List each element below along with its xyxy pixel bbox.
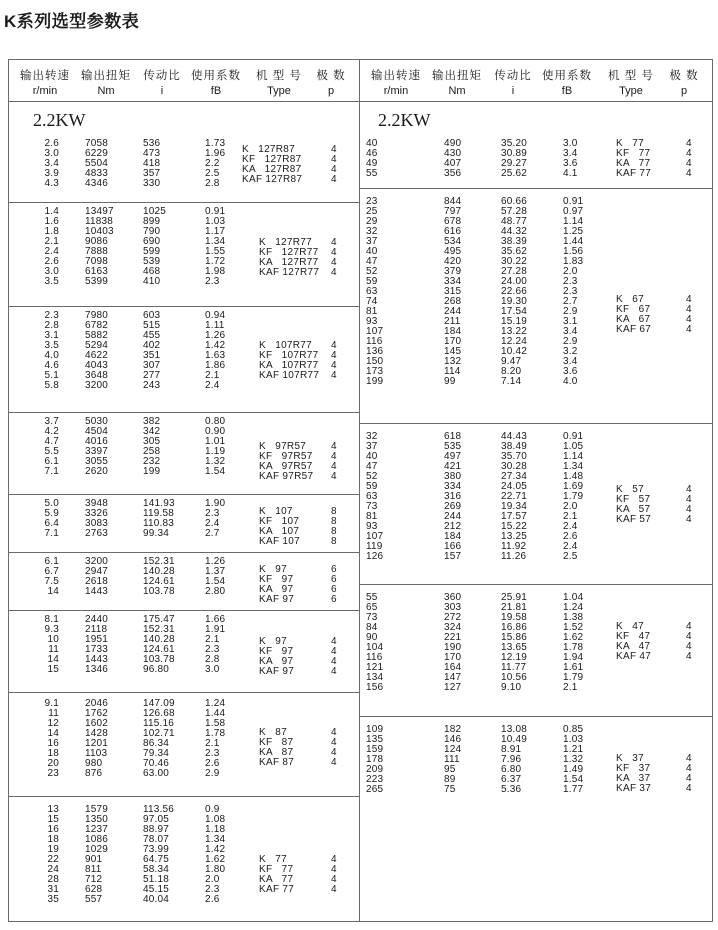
pole-count: 4: [686, 773, 692, 784]
model-type: KA 127R87: [242, 164, 302, 175]
power-rating: 2.2KW: [378, 110, 431, 130]
torque-column: 3200 2947 2618 1443: [85, 556, 109, 597]
header-poles-en: p: [680, 85, 688, 97]
torque-column: 5030 4504 4016 3397 3055 2620: [85, 416, 109, 477]
service-factor-column: 1.24 1.44 1.58 1.78 2.1 2.3 2.6 2.9: [205, 698, 226, 779]
model-group: [360, 188, 712, 424]
model-type: K 107R77: [259, 340, 313, 351]
torque-column: 360 303 272 324 221 190 170 164 147 127: [444, 592, 462, 693]
pole-count: 4: [331, 737, 337, 748]
model-group: [9, 692, 359, 797]
service-factor-column: 0.80 0.90 1.01 1.19 1.32 1.54: [205, 416, 226, 477]
model-group: [9, 610, 359, 693]
model-type: K 77: [616, 138, 644, 149]
model-type: KF 107R77: [259, 350, 319, 361]
speed-column: 13 15 16 18 19 22 24 28 31 35: [47, 804, 59, 905]
pole-count: 4: [686, 753, 692, 764]
speed-column: 109 135 159 178 209 223 265: [366, 724, 384, 795]
pole-count: 4: [331, 174, 337, 185]
pole-count: 4: [686, 494, 692, 505]
pole-count: 4: [686, 304, 692, 315]
model-group: [9, 139, 359, 202]
model-type: KA 57: [616, 504, 651, 515]
model-type: KF 77: [259, 864, 294, 875]
model-type-list: [259, 506, 337, 547]
speed-column: 55 65 73 84 90 104 116 121 134 156: [366, 592, 384, 693]
pole-count: 4: [331, 247, 337, 258]
header-model-en: Type: [267, 85, 291, 97]
speed-column: 1.4 1.6 1.8 2.1 2.4 2.6 3.0 3.5: [44, 206, 59, 287]
model-type: K 97: [259, 636, 287, 647]
header-poles-cn: 极 数: [669, 70, 699, 82]
pole-count: 4: [331, 884, 337, 895]
model-type-list: [259, 564, 337, 605]
service-factor-column: 1.04 1.24 1.38 1.52 1.62 1.78 1.94 1.61 1.79 2.1: [563, 592, 584, 693]
pole-count: 4: [331, 360, 337, 371]
torque-column: 7980 6782 5882 5294 4622 4043 3648 3200: [85, 310, 109, 391]
model-type: K 97: [259, 564, 287, 575]
ratio-column: 44.43 38.49 35.70 30.28 27.34 24.05 22.71 19.34 17.57 15.22 13.25 11.92 11.26: [501, 431, 528, 562]
pole-count: 4: [331, 441, 337, 452]
pole-count: 4: [686, 651, 692, 662]
model-type: KAF 77: [616, 168, 652, 179]
header-poles-en: p: [327, 85, 335, 97]
speed-column: 9.1 11 12 14 16 18 20 23: [44, 698, 59, 779]
model-type: KAF 97: [259, 666, 295, 677]
model-type: K 127R87: [242, 144, 296, 155]
model-type: K 57: [616, 484, 644, 495]
pole-count: 4: [331, 164, 337, 175]
ratio-column: 147.09 126.68 115.16 102.71 86.34 79.34 70.46 63.00: [143, 698, 175, 779]
pole-count: 4: [331, 461, 337, 472]
ratio-column: 13.08 10.49 8.91 7.96 6.80 6.37 5.36: [501, 724, 528, 795]
model-type: KAF 127R87: [242, 174, 303, 185]
pole-count: 4: [331, 646, 337, 657]
model-type: KAF 127R77: [259, 267, 320, 278]
model-type: KA 67: [616, 314, 651, 325]
model-type: K 77: [259, 854, 287, 865]
model-type-list: [242, 144, 337, 185]
service-factor-column: 3.0 3.4 3.6 4.1: [563, 138, 578, 179]
pole-count: 4: [331, 154, 337, 165]
service-factor-column: 0.94 1.11 1.26 1.42 1.63 1.86 2.1 2.4: [205, 310, 226, 391]
model-group: [360, 584, 712, 717]
pole-count: 6: [331, 564, 337, 575]
ratio-column: 536 473 418 357 330: [143, 138, 161, 189]
speed-column: 40 46 49 55: [366, 138, 378, 179]
model-type: KF 97: [259, 574, 294, 585]
model-type: KA 97: [259, 584, 294, 595]
model-type: K 127R77: [259, 237, 313, 248]
pole-count: 4: [686, 158, 692, 169]
model-type: KAF 47: [616, 651, 652, 662]
pole-count: 4: [331, 636, 337, 647]
ratio-column: 382 342 305 258 232 199: [143, 416, 161, 477]
model-type-list: [616, 753, 692, 794]
pole-count: 4: [686, 631, 692, 642]
model-type: KF 87: [259, 737, 294, 748]
service-factor-column: 1.73 1.96 2.2 2.5 2.8: [205, 138, 226, 189]
ratio-column: 35.20 30.89 29.27 25.62: [501, 138, 528, 179]
header-torque-cn: 输出扭矩: [81, 70, 131, 82]
pole-count: 4: [331, 666, 337, 677]
model-type: KAF 97: [259, 594, 295, 605]
header-model-en: Type: [619, 85, 643, 97]
header-factor-en: fB: [210, 85, 222, 97]
model-type: KF 77: [616, 148, 651, 159]
model-group: [9, 552, 359, 611]
model-type: KA 87: [259, 747, 294, 758]
model-type: KF 57: [616, 494, 651, 505]
model-type: K 67: [616, 294, 644, 305]
pole-count: 4: [331, 854, 337, 865]
speed-column: 5.0 5.9 6.4 7.1: [44, 498, 59, 539]
pole-count: 4: [331, 471, 337, 482]
model-type-list: [259, 340, 337, 381]
model-type-list: [259, 727, 337, 768]
speed-column: 6.1 6.7 7.5 14: [44, 556, 59, 597]
model-type: KF 127R87: [242, 154, 302, 165]
pole-count: 4: [686, 514, 692, 525]
model-type-list: [259, 441, 337, 482]
pole-count: 4: [331, 874, 337, 885]
model-type-list: [616, 484, 692, 525]
model-group: [9, 306, 359, 413]
model-type: KAF 57: [616, 514, 652, 525]
pole-count: 4: [331, 237, 337, 248]
header-torque-en: Nm: [448, 85, 466, 97]
speed-column: 23 25 29 32 37 40 47 52 59 63 74 81 93 107 116 136 150 173 199: [366, 196, 384, 387]
page-title: K系列选型参数表: [4, 12, 140, 31]
speed-column: 32 37 40 47 52 59 63 73 81 93 107 119 126: [366, 431, 384, 562]
header-ratio-en: i: [511, 85, 515, 97]
model-type: KF 97R57: [259, 451, 313, 462]
header-ratio-cn: 传动比: [494, 70, 532, 82]
model-type-list: [616, 621, 692, 662]
pole-count: 4: [686, 641, 692, 652]
model-type: KA 77: [616, 158, 651, 169]
torque-column: 2440 2118 1951 1733 1443 1346: [85, 614, 109, 675]
model-type: KA 107: [259, 526, 300, 537]
service-factor-column: 0.85 1.03 1.21 1.32 1.49 1.54 1.77: [563, 724, 584, 795]
model-type: KAF 77: [259, 884, 295, 895]
model-group: [9, 796, 359, 922]
speed-column: 8.1 9.3 10 11 14 15: [44, 614, 59, 675]
ratio-column: 141.93 119.58 110.83 99.34: [143, 498, 175, 539]
model-type: KA 127R77: [259, 257, 319, 268]
ratio-column: 603 515 455 402 351 307 277 243: [143, 310, 161, 391]
pole-count: 4: [331, 340, 337, 351]
service-factor-column: 1.26 1.37 1.54 2.80: [205, 556, 226, 597]
header-speed-en: r/min: [32, 85, 58, 97]
pole-count: 6: [331, 584, 337, 595]
header-factor-en: fB: [561, 85, 573, 97]
model-type: KAF 67: [616, 324, 652, 335]
torque-column: 618 535 497 421 380 334 316 269 244 212 184 166 157: [444, 431, 462, 562]
speed-column: 2.6 3.0 3.4 3.9 4.3: [44, 138, 59, 189]
model-group: [360, 423, 712, 585]
torque-column: 7058 6229 5504 4833 4346: [85, 138, 109, 189]
service-factor-column: 1.66 1.91 2.1 2.3 2.8 3.0: [205, 614, 226, 675]
service-factor-column: 0.91 1.05 1.14 1.34 1.48 1.69 1.79 2.0 2.1 2.4 2.6 2.4 2.5: [563, 431, 584, 562]
pole-count: 4: [686, 294, 692, 305]
service-factor-column: 0.9 1.08 1.18 1.34 1.42 1.62 1.80 2.0 2.3 2.6: [205, 804, 226, 905]
ratio-column: 175.47 152.31 140.28 124.61 103.78 96.80: [143, 614, 175, 675]
model-type: KA 97R57: [259, 461, 313, 472]
model-type: KAF 97R57: [259, 471, 314, 482]
model-type-list: [259, 854, 337, 895]
table-header: [9, 60, 359, 102]
header-poles-cn: 极 数: [316, 70, 346, 82]
ratio-column: 1025 899 790 690 599 539 468 410: [143, 206, 167, 287]
model-type: KA 97: [259, 656, 294, 667]
pole-count: 4: [686, 621, 692, 632]
header-speed-en: r/min: [383, 85, 409, 97]
torque-column: 1579 1350 1237 1086 1029 901 811 712 628 557: [85, 804, 109, 905]
torque-column: 182 146 124 111 95 89 75: [444, 724, 462, 795]
model-group: [9, 412, 359, 495]
pole-count: 4: [686, 783, 692, 794]
pole-count: 4: [686, 138, 692, 149]
service-factor-column: 1.90 2.3 2.4 2.7: [205, 498, 226, 539]
pole-count: 4: [686, 314, 692, 325]
model-type: K 87: [259, 727, 287, 738]
left-table: [8, 59, 360, 922]
pole-count: 4: [686, 168, 692, 179]
header-torque-cn: 输出扭矩: [432, 70, 482, 82]
model-type: K 97R57: [259, 441, 307, 452]
pole-count: 6: [331, 574, 337, 585]
header-model-cn: 机 型 号: [608, 70, 654, 82]
table-header: [360, 60, 712, 102]
speed-column: 2.3 2.8 3.1 3.5 4.0 4.6 5.1 5.8: [44, 310, 59, 391]
header-ratio-cn: 传动比: [143, 70, 181, 82]
model-type: KF 97: [259, 646, 294, 657]
pole-count: 6: [331, 594, 337, 605]
model-type: KA 77: [259, 874, 294, 885]
ratio-column: 113.56 97.05 88.97 78.07 73.99 64.75 58.34 51.18 45.15 40.04: [143, 804, 175, 905]
pole-count: 4: [331, 656, 337, 667]
header-ratio-en: i: [160, 85, 164, 97]
pole-count: 8: [331, 526, 337, 537]
torque-column: 490 430 407 356: [444, 138, 462, 179]
service-factor-column: 0.91 1.03 1.17 1.34 1.55 1.72 1.98 2.3: [205, 206, 226, 287]
right-table: [359, 59, 713, 922]
header-factor-cn: 使用系数: [542, 70, 592, 82]
pole-count: 4: [331, 257, 337, 268]
model-group: [360, 716, 712, 922]
header-factor-cn: 使用系数: [191, 70, 241, 82]
model-type: KAF 107R77: [259, 370, 320, 381]
model-type: KF 107: [259, 516, 300, 527]
model-type-list: [616, 138, 692, 179]
torque-column: 844 797 678 616 534 495 420 379 334 315 268 244 211 184 170 145 132 114 99: [444, 196, 462, 387]
model-type: KF 47: [616, 631, 651, 642]
pole-count: 4: [331, 757, 337, 768]
model-type: KA 107R77: [259, 360, 319, 371]
ratio-column: 25.91 21.81 19.58 16.86 15.86 13.65 12.19 11.77 10.56 9.10: [501, 592, 528, 693]
model-type-list: [616, 294, 692, 335]
model-group: [360, 139, 712, 188]
header-torque-en: Nm: [97, 85, 115, 97]
pole-count: 4: [331, 864, 337, 875]
model-type: K 107: [259, 506, 293, 517]
model-group: [9, 494, 359, 553]
pole-count: 4: [331, 267, 337, 278]
model-type: K 37: [616, 753, 644, 764]
model-type: KF 67: [616, 304, 651, 315]
header-model-cn: 机 型 号: [256, 70, 302, 82]
pole-count: 4: [331, 370, 337, 381]
model-type: KF 127R77: [259, 247, 319, 258]
power-rating: 2.2KW: [33, 110, 86, 130]
model-type: KA 37: [616, 773, 651, 784]
torque-column: 13497 11838 10403 9086 7888 7098 6163 5399: [85, 206, 114, 287]
model-group: [9, 202, 359, 307]
pole-count: 4: [686, 763, 692, 774]
pole-count: 8: [331, 506, 337, 517]
pole-count: 4: [686, 484, 692, 495]
ratio-column: 152.31 140.28 124.61 103.78: [143, 556, 175, 597]
pole-count: 4: [686, 504, 692, 515]
pole-count: 8: [331, 536, 337, 547]
model-type: KAF 107: [259, 536, 301, 547]
pole-count: 4: [686, 324, 692, 335]
model-type: K 47: [616, 621, 644, 632]
model-type: KAF 87: [259, 757, 295, 768]
model-type-list: [259, 237, 337, 278]
pole-count: 4: [686, 148, 692, 159]
header-speed-cn: 输出转速: [20, 70, 70, 82]
service-factor-column: 0.91 0.97 1.14 1.25 1.44 1.56 1.83 2.0 2.3 2.3 2.7 2.9 3.1 3.4 2.9 3.2 3.4 3.6 4.0: [563, 196, 584, 387]
ratio-column: 60.66 57.28 48.77 44.32 38.39 35.62 30.22 27.28 24.00 22.66 19.30 17.54 15.19 13.22 12.24 10.42 9.47 8.20 7.14: [501, 196, 528, 387]
model-type: KA 47: [616, 641, 651, 652]
pole-count: 4: [331, 451, 337, 462]
pole-count: 8: [331, 516, 337, 527]
speed-column: 3.7 4.2 4.7 5.5 6.1 7.1: [44, 416, 59, 477]
pole-count: 4: [331, 350, 337, 361]
pole-count: 4: [331, 144, 337, 155]
torque-column: 3948 3326 3083 2763: [85, 498, 109, 539]
header-speed-cn: 输出转速: [371, 70, 421, 82]
model-type: KAF 37: [616, 783, 652, 794]
model-type: KF 37: [616, 763, 651, 774]
model-type-list: [259, 636, 337, 677]
pole-count: 4: [331, 747, 337, 758]
pole-count: 4: [331, 727, 337, 738]
torque-column: 2046 1762 1602 1428 1201 1103 980 876: [85, 698, 109, 779]
